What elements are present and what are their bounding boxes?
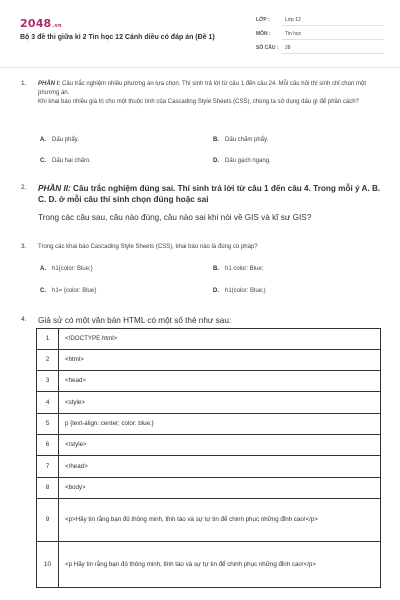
meta-label: LỚP : <box>256 17 270 23</box>
meta-underline <box>282 39 384 40</box>
row-number: 5 <box>37 414 59 435</box>
header-divider <box>0 67 400 68</box>
question-number: 2. <box>21 184 27 191</box>
meta-value: 28 <box>285 45 291 51</box>
meta-label: MÔN : <box>256 31 271 37</box>
option-c[interactable]: C. h1= {color: Blue} <box>40 288 97 294</box>
part-label: PHẦN II: <box>38 184 71 193</box>
question-text: Giả sử có một văn bản HTML có một số thẻ như sau: <box>38 316 232 325</box>
row-code: <style> <box>59 392 381 414</box>
logo-main: 2048 <box>20 17 52 30</box>
option-a[interactable]: A. Dấu phẩy. <box>40 137 79 143</box>
row-number: 7 <box>37 456 59 478</box>
table-row <box>37 456 381 478</box>
row-code: </style> <box>59 435 381 456</box>
row-number: 9 <box>37 499 59 542</box>
question-text: Trong các khai báo Cascading Style Sheets (CSS), khai báo nào là đúng cú pháp? <box>38 244 258 250</box>
logo-sub: .vn <box>52 23 62 29</box>
row-number: 8 <box>37 478 59 499</box>
option-b[interactable]: B. Dấu chấm phẩy. <box>213 137 269 143</box>
part-intro: Câu trắc nghiệm nhiều phương án lựa chọn. Thí sinh trả lời từ câu 1 đến câu 24. Mỗi câu hỏi thí sinh chỉ chọn một phương án. <box>38 81 366 96</box>
table-row <box>37 329 381 350</box>
question-text: Khi khai báo nhiều giá trị cho một thuộc tính của Cascading Style Sheets (CSS), chúng ta sử dụng dấu gì để phân cách? <box>38 99 359 105</box>
table-row <box>37 478 381 499</box>
table-row <box>37 435 381 456</box>
meta-value: Tin học <box>285 31 302 37</box>
meta-underline <box>282 25 384 26</box>
table-row <box>37 499 381 542</box>
table-row <box>37 414 381 435</box>
row-code: <head> <box>59 371 381 392</box>
meta-value: Lớp 12 <box>285 17 301 23</box>
site-logo[interactable] <box>20 17 62 30</box>
row-code: <html> <box>59 350 381 371</box>
table-row <box>37 392 381 414</box>
option-d[interactable]: D. h1(color: Blue;) <box>213 288 266 294</box>
question-number: 4. <box>21 316 27 323</box>
document-title: Bộ 3 đề thi giữa kì 2 Tin học 12 Cánh diều có đáp án (Đề 1) <box>20 34 215 41</box>
table-row <box>37 350 381 371</box>
row-code: </head> <box>59 456 381 478</box>
meta-label: SỐ CÂU : <box>256 45 279 51</box>
table-row <box>37 371 381 392</box>
row-code: <p Hãy tin rằng bạn đủ thông minh, tỉnh táo và sự tự tin để chinh phục những đỉnh cao!</p> <box>59 542 381 588</box>
option-a[interactable]: A. h1{color: Blue;} <box>40 266 93 272</box>
question-intro <box>38 80 388 98</box>
option-c[interactable]: C. Dấu hai chấm. <box>40 158 91 164</box>
table-row <box>37 542 381 588</box>
question-number: 3. <box>21 243 27 250</box>
question-text: Trong các câu sau, câu nào đúng, câu nào sai khi nói về GIS và kĩ sư GIS? <box>38 213 312 222</box>
row-number: 4 <box>37 392 59 414</box>
option-b[interactable]: B. h1 color: Blue; <box>213 266 264 272</box>
part-intro: Câu trắc nghiệm đúng sai. Thí sinh trả lời từ câu 1 đến câu 4. Trong mỗi ý A. B. C. D. ở mỗi câu thí sinh chọn đúng hoặc sai <box>38 184 381 204</box>
row-code: <body> <box>59 478 381 499</box>
row-code: <p>Hãy tin rằng bạn đủ thông minh, tỉnh táo và sự tự tin để chinh phục những đỉnh cao!</p> <box>59 499 381 542</box>
page-header <box>0 0 400 70</box>
option-d[interactable]: D. Dấu gạch ngang. <box>213 158 271 164</box>
row-code: <!DOCTYPE html> <box>59 329 381 350</box>
row-number: 1 <box>37 329 59 350</box>
row-number: 2 <box>37 350 59 371</box>
row-number: 3 <box>37 371 59 392</box>
row-number: 6 <box>37 435 59 456</box>
part-label: PHẦN I: <box>38 81 61 87</box>
html-code-table <box>36 328 381 588</box>
row-code: p {text-align: center; color: blue;} <box>59 414 381 435</box>
meta-underline <box>282 53 384 54</box>
question-number: 1. <box>21 80 27 87</box>
row-number: 10 <box>37 542 59 588</box>
question-intro <box>38 183 388 205</box>
